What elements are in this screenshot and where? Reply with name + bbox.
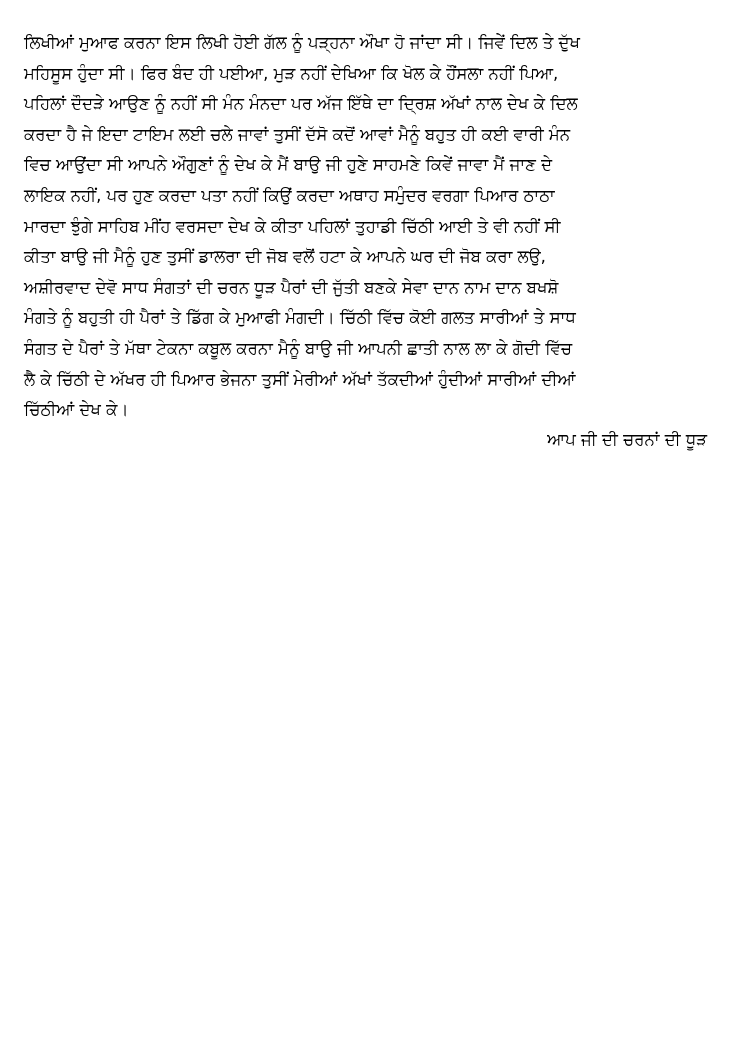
letter-line-5: ਵਿਚ ਆਉਂਦਾ ਸੀ ਆਪਨੇ ਔਗੁਣਾਂ ਨੂੰ ਦੇਖ ਕੇ ਮੈਂ ਬਾਉ ਜੀ ਹੁਣੇ ਸਾਹਮਣੇ ਕਿਵੇਂ ਜਾਵਾ ਮੈਂ ਜਾਣ ਦੇ (24, 155, 553, 175)
letter-body (24, 28, 724, 426)
letter-line-4: ਕਰਦਾ ਹੈ ਜੇ ਇਦਾ ਟਾਇਮ ਲਈ ਚਲੇ ਜਾਵਾਂ ਤੁਸੀਂ ਦੱਸੋ ਕਦੋਂ ਆਵਾਂ ਮੈਨੂੰ ਬਹੁਤ ਹੀ ਕਈ ਵਾਰੀ ਮੰਨ (24, 124, 571, 144)
letter-line-1: ਲਿਖੀਆਂ ਮੁਆਫ ਕਰਨਾ ਇਸ ਲਿਖੀ ਹੋਈ ਗੱਲ ਨੂੰ ਪੜ੍ਹਨਾ ਔਖਾ ਹੋ ਜਾਂਦਾ ਸੀ। ਜਿਵੇਂ ਦਿਲ ਤੇ ਦੁੱਖ (24, 33, 580, 52)
letter-line-10: ਮੰਗਤੇ ਨੂੰ ਬਹੁਤੀ ਹੀ ਪੈਰਾਂ ਤੇ ਡਿੱਗ ਕੇ ਮੁਆਫੀ ਮੰਗਦੀ। ਚਿੱਠੀ ਵਿੱਚ ਕੋਈ ਗਲਤ ਸਾਰੀਆਂ ਤੇ ਸਾਧ (24, 308, 576, 328)
signature-line: ਆਪ ਜੀ ਦੀ ਚਰਨਾਂ ਦੀ ਧੂੜ (547, 430, 707, 449)
letter-line-13: ਚਿੱਠੀਆਂ ਦੇਖ ਕੇ। (24, 400, 129, 420)
letter-line-3: ਪਹਿਲਾਂ ਦੌਦੜੇ ਆਉਣ ਨੂੰ ਨਹੀਂ ਸੀ ਮੰਨ ਮੰਨਦਾ ਪਰ ਅੱਜ ਇੱਥੇ ਦਾ ਦ੍ਰਿਸ਼ ਅੱਖਾਂ ਨਾਲ ਦੇਖ ਕੇ ਦਿਲ (24, 94, 578, 114)
letter-line-6: ਲਾਇਕ ਨਹੀਂ, ਪਰ ਹੁਣ ਕਰਦਾ ਪਤਾ ਨਹੀਂ ਕਿਉਂ ਕਰਦਾ ਅਥਾਹ ਸਮੁੰਦਰ ਵਰਗਾ ਪਿਆਰ ਠਾਠਾ (24, 185, 555, 205)
letter-line-2: ਮਹਿਸੂਸ ਹੁੰਦਾ ਸੀ। ਫਿਰ ਬੰਦ ਹੀ ਪਈਆ, ਮੁੜ ਨਹੀਂ ਦੇਖਿਆ ਕਿ ਖੋਲ ਕੇ ਹੌਂਸਲਾ ਨਹੀਂ ਪਿਆ, (24, 63, 559, 83)
letter-line-9: ਅਸ਼ੀਰਵਾਦ ਦੇਵੋ ਸਾਧ ਸੰਗਤਾਂ ਦੀ ਚਰਨ ਧੂੜ ਪੈਰਾਂ ਦੀ ਜੁੱਤੀ ਬਣਕੇ ਸੇਵਾ ਦਾਨ ਨਾਮ ਦਾਨ ਬਖਸ਼ੋ (24, 277, 559, 297)
letter-line-11: ਸੰਗਤ ਦੇ ਪੈਰਾਂ ਤੇ ਮੱਥਾ ਟੇਕਨਾ ਕਬੂਲ ਕਰਨਾ ਮੈਨੂੰ ਬਾਉ ਜੀ ਆਪਨੀ ਛਾਤੀ ਨਾਲ ਲਾ ਕੇ ਗੋਦੀ ਵਿੱਚ (24, 338, 572, 358)
letter-line-7: ਮਾਰਦਾ ਝੁੰਗੇ ਸਾਹਿਬ ਮੀਂਹ ਵਰਸਦਾ ਦੇਖ ਕੇ ਕੀਤਾ ਪਹਿਲਾਂ ਤੁਹਾਡੀ ਚਿੱਠੀ ਆਈ ਤੇ ਵੀ ਨਹੀਂ ਸੀ (24, 216, 561, 236)
letter-line-12: ਲੈ ਕੇ ਚਿੱਠੀ ਦੇ ਅੱਖਰ ਹੀ ਪਿਆਰ ਭੇਜਨਾ ਤੁਸੀਂ ਮੇਰੀਆਂ ਅੱਖਾਂ ਤੱਕਦੀਆਂ ਹੁੰਦੀਆਂ ਸਾਰੀਆਂ ਦੀਆਂ (24, 369, 576, 389)
letter-line-8: ਕੀਤਾ ਬਾਉ ਜੀ ਮੈਨੂੰ ਹੁਣ ਤੁਸੀਂ ਡਾਲਰਾ ਦੀ ਜੋਬ ਵਲੋਂ ਹਟਾ ਕੇ ਆਪਨੇ ਘਰ ਦੀ ਜੋਬ ਕਰਾ ਲਉ, (24, 247, 546, 267)
